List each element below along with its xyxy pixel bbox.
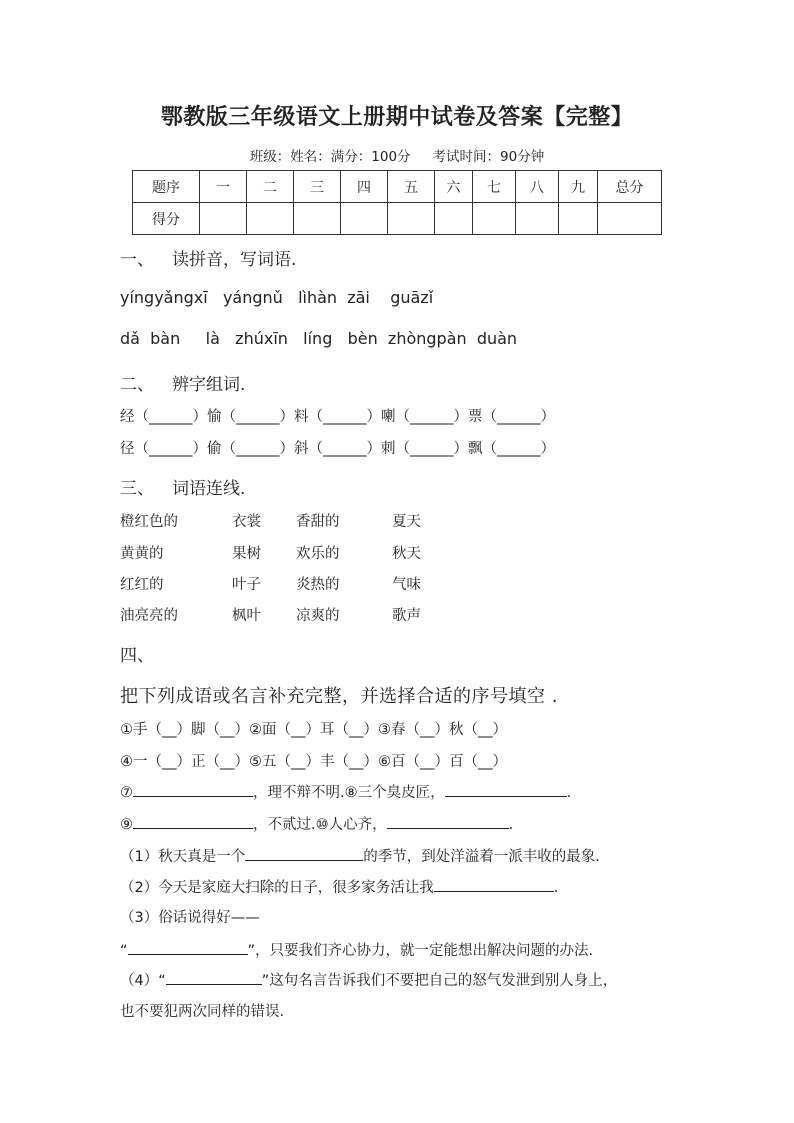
score-header-cell: 七 [473, 171, 516, 203]
section-4-heading: 把下列成语或名言补充完整，并选择合适的序号填空 . [120, 686, 558, 707]
sentence-1 [120, 845, 600, 866]
sentence-4 [120, 969, 617, 990]
sentence-2 [120, 876, 558, 897]
section-1-heading [120, 245, 296, 270]
answer-blank[interactable] [434, 877, 554, 892]
section-title: 辨字组词. [172, 375, 246, 395]
period: . [553, 880, 559, 896]
sentence-2-prefix: （2）今天是家庭大扫除的日子，很多家务活让我 [120, 880, 434, 896]
match-word[interactable]: 歌声 [392, 608, 421, 624]
score-cell[interactable] [200, 203, 247, 235]
answer-blank[interactable] [133, 782, 253, 797]
score-header-cell: 总分 [598, 171, 662, 203]
score-header-cell: 二 [247, 171, 294, 203]
answer-blank[interactable] [445, 782, 567, 797]
sentence-4-text: ”这句名言告诉我们不要把自己的怒气发泄到别人身上， [261, 973, 618, 989]
answer-blank[interactable] [166, 970, 262, 985]
page-title: 鄂教版三年级语文上册期中试卷及答案【完整】 [160, 104, 634, 130]
section-4-number: 四、 [120, 646, 154, 666]
q8-prefix: ⑧三个臭皮匠， [344, 785, 445, 801]
sentence-1-suffix: 的季节，到处洋溢着一派丰收的最象. [363, 849, 600, 865]
sentence-3-text: ”，只要我们齐心协力，就一定能想出解决问题的办法. [247, 943, 594, 959]
sentence-4-prefix: （4）“ [120, 973, 166, 989]
period: . [508, 817, 514, 833]
match-word[interactable]: 红红的 [120, 577, 164, 593]
exam-info [0, 145, 794, 165]
section-number: 二、 [120, 375, 154, 395]
q9-prefix: ⑨ [120, 817, 133, 833]
match-word[interactable]: 气味 [392, 577, 421, 593]
match-word[interactable]: 油亮亮的 [120, 608, 178, 624]
sentence-3-continued [120, 939, 593, 960]
score-header-cell: 题序 [133, 171, 200, 203]
pinyin-line-2: dǎ bàn là zhúxīn líng bèn zhòngpàn duàn [120, 329, 518, 348]
match-word[interactable]: 秋天 [392, 546, 421, 562]
score-header-cell: 三 [294, 171, 341, 203]
sentence-1-prefix: （1）秋天真是一个 [120, 849, 246, 865]
answer-blank[interactable] [133, 814, 253, 829]
sentence-4-continued: 也不要犯两次同样的错误. [120, 1004, 285, 1020]
match-word[interactable]: 欢乐的 [296, 546, 340, 562]
match-word[interactable]: 夏天 [392, 514, 421, 530]
score-table [132, 170, 662, 235]
match-word[interactable]: 果树 [232, 546, 261, 562]
match-word[interactable]: 衣裳 [232, 514, 261, 530]
q7-text: ，理不辩不明. [253, 785, 345, 801]
exam-time-label: 考试时间：90分钟 [432, 149, 545, 165]
section-number: 一、 [120, 250, 154, 270]
score-cell[interactable] [341, 203, 388, 235]
score-header-cell: 五 [388, 171, 435, 203]
section-title: 词语连线. [172, 479, 246, 499]
match-word[interactable]: 黄黄的 [120, 546, 164, 562]
q9-text: ，不贰过. [253, 817, 316, 833]
fill-line-9-10 [120, 813, 513, 834]
match-word[interactable]: 叶子 [232, 577, 261, 593]
score-cell[interactable] [598, 203, 662, 235]
idiom-row-2: ④一（__）正（__）⑤五（__）丰（__）⑥百（__）百（__） [120, 754, 507, 770]
section-number: 三、 [120, 479, 154, 499]
score-cell[interactable] [473, 203, 516, 235]
score-cell[interactable] [559, 203, 598, 235]
match-word[interactable]: 香甜的 [296, 514, 340, 530]
sentence-3: （3）俗话说得好—— [120, 910, 260, 926]
score-table-header-row [133, 171, 662, 203]
score-header-cell: 九 [559, 171, 598, 203]
score-cell[interactable] [388, 203, 435, 235]
q7-prefix: ⑦ [120, 785, 133, 801]
section-title: 读拼音，写词语. [172, 250, 297, 270]
match-word[interactable]: 橙红色的 [120, 514, 178, 530]
match-word[interactable]: 炎热的 [296, 577, 340, 593]
score-cell[interactable] [435, 203, 473, 235]
section-2-heading [120, 370, 245, 395]
score-row-label: 得分 [133, 203, 200, 235]
char-group-row-2: 径（______）偷（______）斜（______）刺（______）飘（______） [120, 441, 555, 457]
score-table-score-row [133, 203, 662, 235]
score-cell[interactable] [516, 203, 559, 235]
class-name-score-label: 班级：姓名：满分：100分 [249, 149, 411, 165]
score-header-cell: 六 [435, 171, 473, 203]
section-3-heading [120, 474, 245, 499]
open-quote: “ [120, 943, 128, 959]
score-header-cell: 一 [200, 171, 247, 203]
match-word[interactable]: 凉爽的 [296, 608, 340, 624]
score-cell[interactable] [247, 203, 294, 235]
answer-blank[interactable] [128, 940, 248, 955]
pinyin-line-1: yíngyǎngxī yángnǔ lìhàn zāi guāzǐ [120, 288, 434, 307]
answer-blank[interactable] [245, 846, 363, 861]
score-header-cell: 八 [516, 171, 559, 203]
match-word[interactable]: 枫叶 [232, 608, 261, 624]
period: . [566, 785, 572, 801]
score-header-cell: 四 [341, 171, 388, 203]
answer-blank[interactable] [387, 814, 509, 829]
score-cell[interactable] [294, 203, 341, 235]
fill-line-7-8 [120, 781, 571, 802]
char-group-row-1: 经（______）愉（______）料（______）喇（______）票（______） [120, 409, 555, 425]
q10-prefix: ⑩人心齐， [315, 817, 387, 833]
idiom-row-1: ①手（__）脚（__）②面（__）耳（__）③春（__）秋（__） [120, 722, 507, 738]
